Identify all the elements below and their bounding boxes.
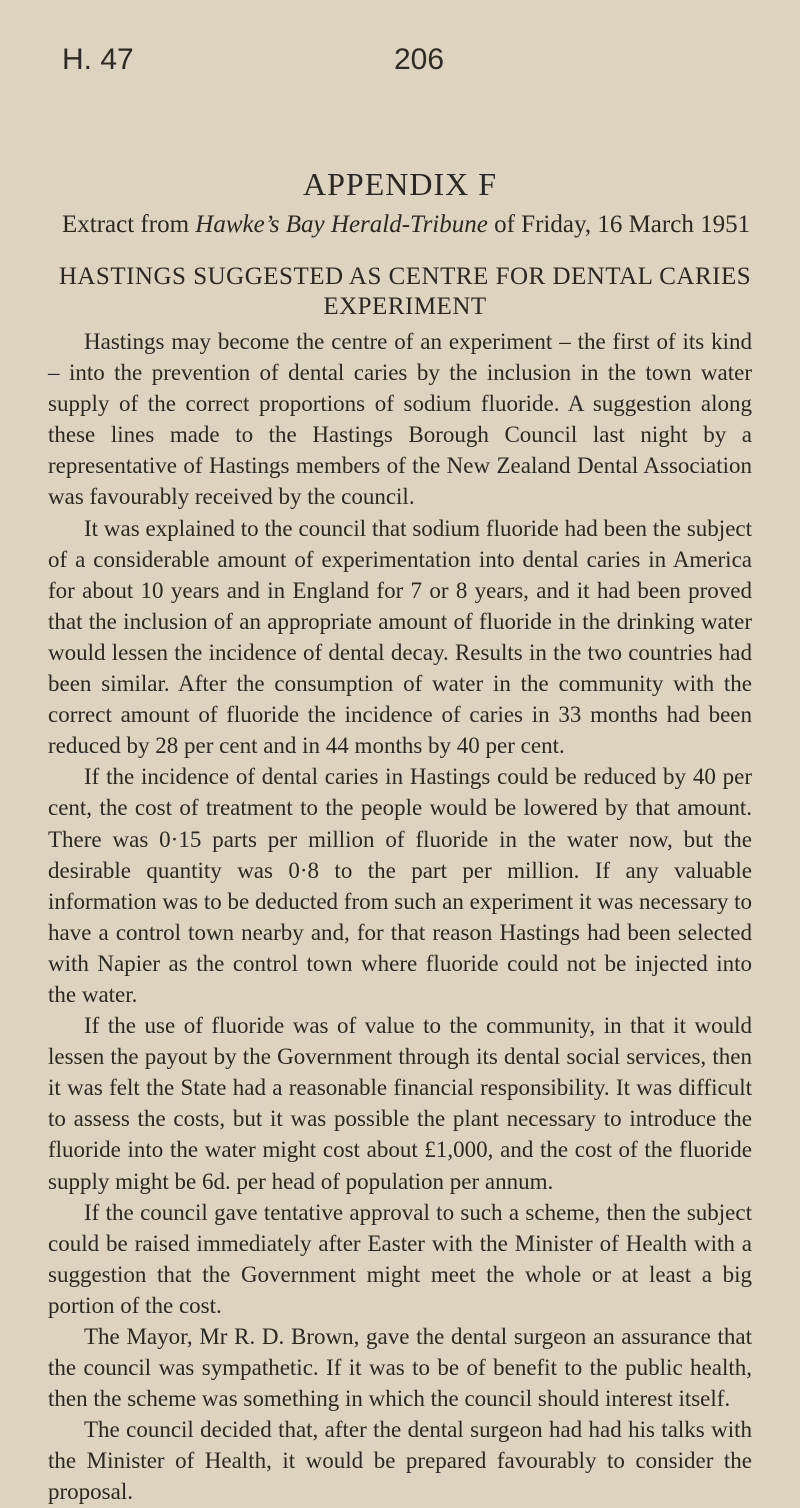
paragraph-4: If the use of fluoride was of value to the community, in that it would lessen the payout by the Government through its dental social services, then it was felt the State had a reasonable financial responsibility. It was difficult to assess the costs, but it was possible the plant necessary to introduce the fluoride into the water might cost about £1,000, and the cost of the fluoride supply might be 6d. per head of population per annum.: [48, 1013, 752, 1194]
paragraph-1: Hastings may become the centre of an experiment – the first of its kind – into the prevention of dental caries by the inclusion in the town water supply of the correct proportions of sodium fluoride. A suggestion along these lines made to the Hastings Borough Council last night by a representative of Hastings members of the New Zealand Dental Association was favourably received by the council.: [48, 329, 752, 510]
document-reference: H. 47: [62, 43, 134, 76]
paragraph-2: It was explained to the council that sodium fluoride had been the subject of a considerable amount of experimentation into dental caries in America for about 10 years and in England for 7 or 8 years, and it had been proved that the inclusion of an appropriate amount of fluoride in the drinking water would lessen the incidence of dental decay. Results in the two countries had been similar. After the consumption of water in the community with the correct amount of fluoride the incidence of caries in 33 months had been reduced by 28 per cent and in 44 months by 40 per cent.: [48, 515, 752, 759]
extract-source-line: [62, 208, 752, 242]
appendix-title: APPENDIX F: [302, 166, 498, 202]
paragraph-3: If the incidence of dental caries in Hastings could be reduced by 40 per cent, the cost of treatment to the people would be lowered by that amount. There was 0·15 parts per million of fluoride in the water now, but the desirable quantity was 0·8 to the part per million. If any valuable information was to be deducted from such an experiment it was necessary to have a control town nearby and, for that reason Hastings had been selected with Napier as the control town where fluoride could not be injected into the water.: [48, 764, 752, 1007]
article-body: [48, 326, 752, 1508]
extract-prefix: Extract from: [62, 211, 190, 238]
page-header: [62, 40, 722, 80]
paragraph-6: The Mayor, Mr R. D. Brown, gave the dental surgeon an assurance that the council was sympathetic. If it was to be of benefit to the public health, then the scheme was something in which the council should interest itself.: [48, 1324, 752, 1412]
article-headline: HASTINGS SUGGESTED AS CENTRE FOR DENTAL CARIES EXPERIMENT: [58, 263, 752, 320]
page-number: 206: [394, 43, 445, 76]
extract-suffix: of Friday, 16 March 1951: [494, 211, 751, 238]
paragraph-5: If the council gave tentative approval to such a scheme, then the subject could be raised immediately after Easter with the Minister of Health with a suggestion that the Government might meet the whole or at least a big portion of the cost.: [48, 1199, 752, 1318]
publication-name: Hawke’s Bay Herald-Tribune: [195, 211, 488, 238]
paragraph-7: The council decided that, after the dental surgeon had had his talks with the Minister of Health, it would be prepared favourably to consider the proposal.: [48, 1417, 752, 1505]
